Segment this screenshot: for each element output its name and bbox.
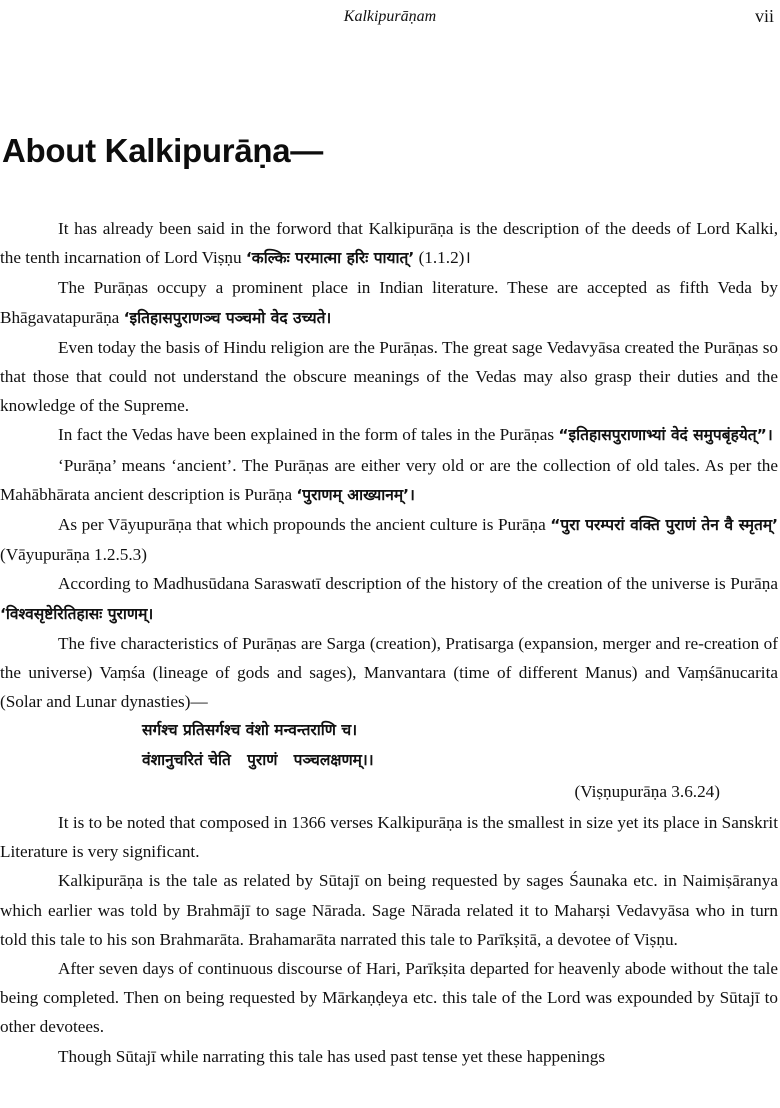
paragraph: The Purāṇas occupy a prominent place in Indian literature. These are accepted as fifth Veda by Bhāgavatapurāṇa ‘इतिहासपुराणञ्च पञ्चमो वेद उच्यते। xyxy=(0,278,778,327)
body-text xyxy=(0,214,778,1071)
verse-line: सर्गश्च प्रतिसर्गश्च वंशो मन्वन्तराणि च। xyxy=(142,721,358,740)
page-number: vii xyxy=(754,6,774,26)
paragraph: According to Madhusūdana Saraswatī description of the history of the creation of the universe is Purāṇa ‘विश्वसृष्टेरितिहासः पुराणम्। xyxy=(0,574,778,623)
running-title: Kalkipurāṇam xyxy=(343,8,437,25)
paragraph: Kalkipurāṇa is the tale as related by Sūtajī on being requested by sages Śaunaka etc. in Naimiṣāranya which earlier was told by Brahmājī to sage Nārada. Sage Nārada related it to Maharṣi Vedavyāsa who in turn told this tale to his son Brahmarāta. Brahamarāta narrated this tale to Parīkṣitā, a devotee of Viṣṇu. xyxy=(0,871,778,949)
sanskrit-quote: ‘कल्किः परमात्मा हरिः पायात्’ xyxy=(245,249,415,268)
sanskrit-quote: ‘इतिहासपुराणञ्च पञ्चमो वेद उच्यते। xyxy=(123,308,332,327)
paragraph: Though Sūtajī while narrating this tale has used past tense yet these happenings xyxy=(58,1046,606,1066)
verse-line: वंशानुचरितं चेति पुराणं पञ्चलक्षणम्।। xyxy=(142,750,374,769)
paragraph: The five characteristics of Purāṇas are Sarga (creation), Pratisarga (expansion, merger and re-creation of the universe) Vaṃśa (lineage of gods and sages), Manvantara (time of different Manus) and Vaṃśānucarita (Solar and Lunar dynasties)— xyxy=(0,633,778,712)
sanskrit-quote: “इतिहासपुराणाभ्यां वेदं समुपबृंहयेत्”। xyxy=(558,426,773,445)
paragraph: It has already been said in the forword that Kalkipurāṇa is the description of the deeds of Lord Kalki, the tenth incarnation of Lord Viṣṇu ‘कल्किः परमात्मा हरिः पायात्’ (1.1.2)। xyxy=(0,219,778,268)
sanskrit-verse xyxy=(0,716,778,774)
running-header xyxy=(0,6,780,30)
sanskrit-quote: “पुरा परम्परां वक्ति पुराणं तेन वै स्मृतम्’ xyxy=(550,516,778,535)
paragraph: After seven days of continuous discourse of Hari, Parīkṣita departed for heavenly abode without the tale being completed. Then on being requested by Mārkaṇḍeya etc. this tale of the Lord was expounded by Sūtajī to other devotees. xyxy=(0,959,778,1037)
paragraph: ‘Purāṇa’ means ‘ancient’. The Purāṇas are either very old or are the collection of old tales. As per the Mahābhārata ancient description is Purāṇa ‘पुराणम् आख्यानम्’। xyxy=(0,455,778,504)
chapter-title: About Kalkipurāṇa— xyxy=(2,132,323,169)
paragraph: In fact the Vedas have been explained in the form of tales in the Purāṇas “इतिहासपुराणाभ्यां वेदं समुपबृंहयेत्”। xyxy=(58,425,773,445)
sanskrit-quote: ‘विश्वसृष्टेरितिहासः पुराणम्। xyxy=(0,604,154,623)
paragraph: It is to be noted that composed in 1366 verses Kalkipurāṇa is the smallest in size yet its place in Sanskrit Literature is very significant. xyxy=(0,813,778,862)
sanskrit-quote: ‘पुराणम् आख्यानम्’। xyxy=(296,485,415,504)
paragraph: As per Vāyupurāṇa that which propounds the ancient culture is Purāṇa “पुरा परम्परां वक्ति पुराणं तेन वै स्मृतम्’ (Vāyupurāṇa 1.2.5.3) xyxy=(0,515,778,565)
paragraph: Even today the basis of Hindu religion are the Purāṇas. The great sage Vedavyāsa created the Purāṇas so that those that could not understand the obscure meanings of the Vedas may also grasp their duties and the knowledge of the Supreme. xyxy=(0,337,778,416)
verse-source: (Viṣṇupurāṇa 3.6.24) xyxy=(574,781,720,801)
